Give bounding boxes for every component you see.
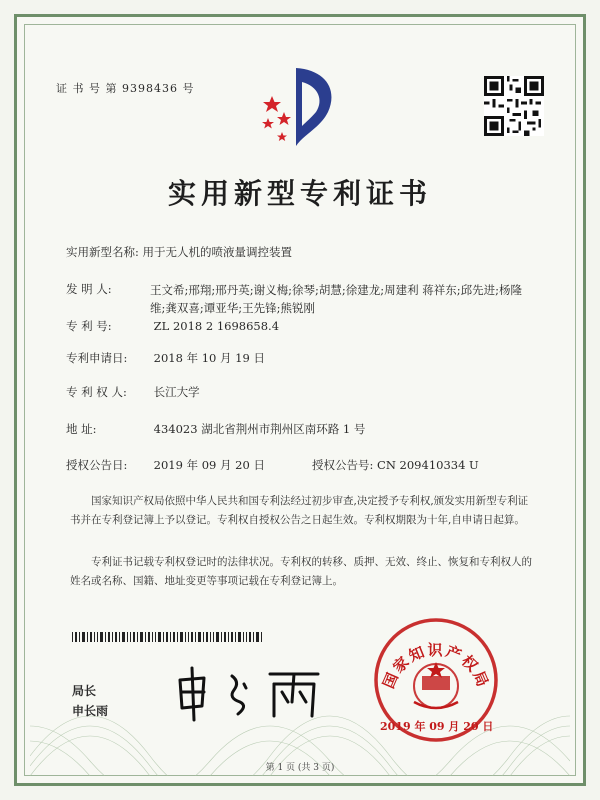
page-number: 第 1 页 (共 3 页)	[265, 763, 335, 773]
barcode	[72, 632, 262, 642]
grant-number-row	[312, 457, 479, 473]
grant-date-row	[66, 457, 265, 473]
utility-model-name-label: 实用新型名称:	[66, 245, 139, 259]
filing-date-value: 2018 年 10 月 19 日	[153, 351, 265, 365]
certificate-number: 证 书 号 第 9398436 号	[56, 82, 195, 95]
inventor-value: 王文希;邢翔;邢丹英;谢义梅;徐琴;胡慧;徐建龙;周建利 蒋祥东;邱先进;杨隆维;龚双喜;谭亚华;王先锋;熊锐刚	[150, 283, 523, 315]
body-paragraph-1: 国家知识产权局依照中华人民共和国专利法经过初步审查,决定授予专利权,颁发实用新型专利证书并在专利登记簿上予以登记。专利权自授权公告之日起生效。专利权期限为十年,自申请日起算。	[70, 495, 529, 526]
filing-date-row	[66, 350, 265, 366]
seal-date: 2019 年 09 月 20 日	[380, 720, 494, 733]
handwritten-signature	[174, 662, 324, 722]
inventor-label: 发 明 人:	[66, 282, 112, 296]
grant-number-value: CN 209410334 U	[377, 458, 479, 472]
grant-date-value: 2019 年 09 月 20 日	[153, 458, 265, 472]
patent-number-value: ZL 2018 2 1698658.4	[153, 319, 280, 333]
patentee-row	[66, 384, 200, 400]
qr-code	[484, 76, 544, 136]
address-value: 434023 湖北省荆州市荆州区南环路 1 号	[153, 422, 366, 436]
patent-number-row	[66, 318, 279, 334]
patentee-label: 专 利 权 人:	[66, 385, 127, 399]
patent-number-label: 专 利 号:	[66, 319, 112, 333]
address-row	[66, 421, 365, 437]
grant-number-label: 授权公告号:	[312, 458, 374, 472]
patent-office-logo	[256, 60, 342, 150]
certificate-title: 实用新型专利证书	[167, 177, 432, 210]
utility-model-name-value: 用于无人机的喷液量调控装置	[142, 245, 293, 259]
address-label: 地 址:	[66, 422, 97, 436]
director-name: 申长雨	[72, 704, 109, 718]
grant-date-label: 授权公告日:	[66, 458, 128, 472]
svg-text:国家知识产权局: 国家知识产权局	[379, 641, 493, 692]
filing-date-label: 专利申请日:	[66, 351, 128, 365]
director-title: 局长	[72, 684, 97, 698]
body-paragraph-2: 专利证书记载专利权登记时的法律状况。专利权的转移、质押、无效、终止、恢复和专利权人的姓名或名称、国籍、地址变更等事项记载在专利登记簿上。	[70, 556, 532, 587]
utility-model-name-row	[66, 244, 292, 260]
patentee-value: 长江大学	[153, 385, 200, 399]
